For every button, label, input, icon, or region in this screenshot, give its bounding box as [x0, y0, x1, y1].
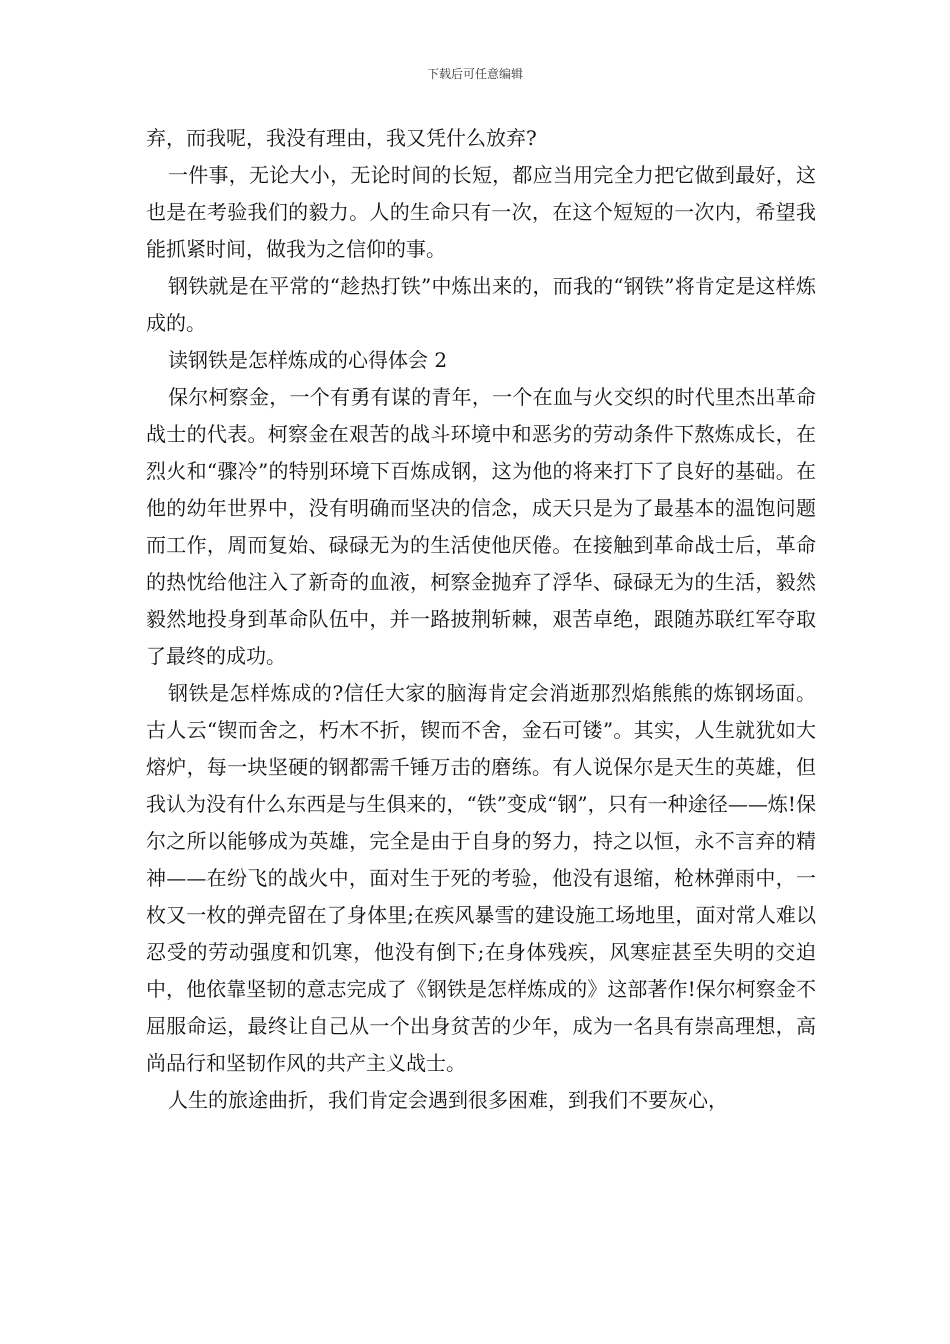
paragraph: 保尔柯察金，一个有勇有谋的青年，一个在血与火交织的时代里杰出革命战士的代表。柯察金在艰苦的战斗环境中和恶劣的劳动条件下熬炼成长，在烈火和“骤冷”的特别环境下百炼成钢，这为他的将来打下了良好的基础。在他的幼年世界中，没有明确而坚决的信念，成天只是为了最基本的温饱问题而工作，周而复始、碌碌无为的生活使他厌倦。在接触到革命战士后，革命的热忱给他注入了新奇的血液，柯察金抛弃了浮华、碌碌无为的生活，毅然毅然地投身到革命队伍中，并一路披荆斩棘，艰苦卓绝，跟随苏联红军夺取了最终的成功。 — [146, 385, 816, 668]
page-header: 下载后可任意编辑 — [426, 67, 523, 81]
paragraph-continuation: 弃，而我呢，我没有理由，我又凭什么放弃? — [146, 126, 537, 150]
paragraph: 钢铁就是在平常的“趁热打铁”中炼出来的，而我的“钢铁”将肯定是这样炼成的。 — [146, 274, 816, 335]
paragraph: 人生的旅途曲折，我们肯定会遇到很多困难，到我们不要灰心， — [168, 1088, 728, 1112]
paragraph: 一件事，无论大小，无论时间的长短，都应当用完全力把它做到最好，这也是在考验我们的毅力。人的生命只有一次，在这个短短的一次内，希望我能抓紧时间，做我为之信仰的事。 — [146, 163, 816, 261]
document-body — [146, 120, 816, 1119]
paragraph: 钢铁是怎样炼成的?信任大家的脑海肯定会消逝那烈焰熊熊的炼钢场面。古人云“锲而舍之，朽木不折，锲而不舍，金石可镂”。其实，人生就犹如大熔炉，每一块坚硬的钢都需千锤万击的磨练。有人说保尔是天生的英雄，但我认为没有什么东西是与生俱来的，“铁”变成“钢”，只有一种途径——炼!保尔之所以能够成为英雄，完全是由于自身的努力，持之以恒，永不言弃的精神——在纷飞的战火中，面对生于死的考验，他没有退缩，枪林弹雨中，一枚又一枚的弹壳留在了身体里;在疾风暴雪的建设施工场地里，面对常人难以忍受的劳动强度和饥寒，他没有倒下;在身体残疾，风寒症甚至失明的交迫中，他依靠坚韧的意志完成了《钢铁是怎样炼成的》这部著作!保尔柯察金不屈服命运，最终让自己从一个出身贫苦的少年，成为一名具有崇高理想，高尚品行和坚韧作风的共产主义战士。 — [146, 681, 816, 1075]
section-heading: 读钢铁是怎样炼成的心得体会 2 — [168, 348, 448, 372]
